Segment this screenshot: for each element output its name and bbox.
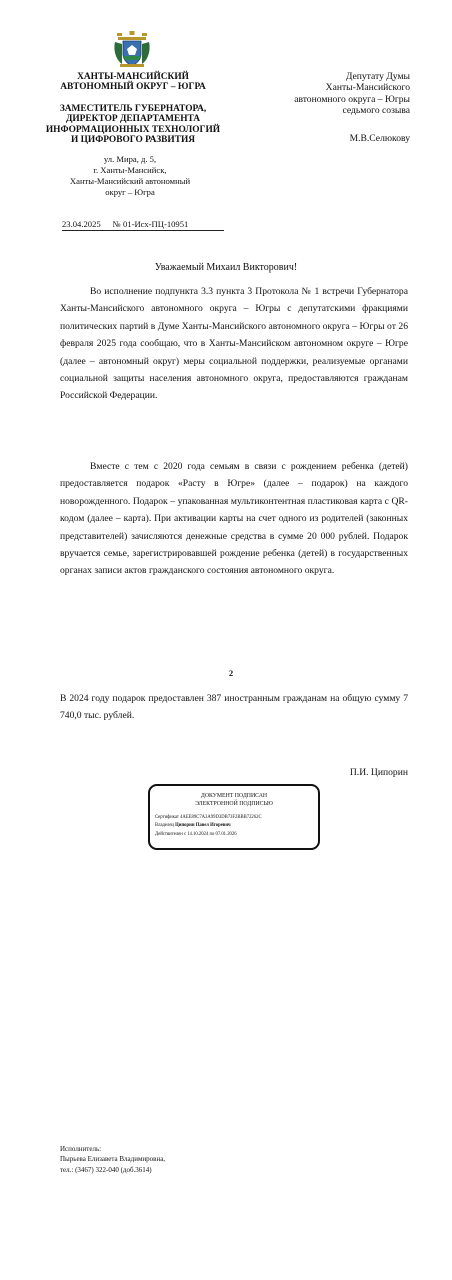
address-line1: ул. Мира, д. 5, xyxy=(103,154,157,164)
salutation: Уважаемый Михаил Викторович! xyxy=(154,262,298,273)
paragraph-3: В 2024 году подарок предоставлен 387 иностранным гражданам на общую сумму 7 740,0 тыс. рублей. xyxy=(60,693,408,722)
letter-body-page1-continued xyxy=(60,458,408,580)
stamp-title-line2: ЭЛЕКТРОННОЙ ПОДПИСЬЮ xyxy=(195,801,273,807)
registration-number: № 01-Исх-ПЦ-10951 xyxy=(112,219,189,229)
paragraph-1: Во исполнение подпункта 3.3 пункта 3 Протокола № 1 встречи Губернатора Ханты-Мансийского автономного округа – Югры с депутатскими фракциями политических партий в Думе Ханты-Мансийского автономного округа – Югры от 26 февраля 2025 года сообщаю, что в Ханты-Мансийском автономном округе – Югре (далее – автономный округ) меры социальной поддержки, реализуемые органами социальной защиты населения автономного округа, предоставляются гражданам Российской Федерации. xyxy=(60,286,408,402)
stamp-title-line1: ДОКУМЕНТ ПОДПИСАН xyxy=(200,793,268,799)
registration-date: 23.04.2025 xyxy=(62,219,101,229)
sender-organization xyxy=(40,72,226,93)
signatory-name: П.И. Ципорин xyxy=(349,767,408,778)
position-line3: ИНФОРМАЦИОННЫХ ТЕХНОЛОГИЙ xyxy=(45,124,221,135)
recipient-line2: Ханты-Мансийского xyxy=(325,82,410,94)
stamp-title xyxy=(150,792,318,808)
address-line2: г. Ханты-Мансийск, xyxy=(93,165,167,175)
paragraph-2: Вместе с тем с 2020 года семьям в связи с рождением ребенка (детей) предоставляется подарок «Расту в Югре» (далее – подарок) на каждого новорожденного. Подарок – упакованная мультиконтентная пластиковая карта с QR-кодом (далее – карта). При активации карты на счет одного из родителей (законных представителей) зачисляются денежные средства в сумме 20 000 рублей. Подарок вручается семье, зарегистрировавшей рождение ребенка (детей) в государственных органах записи актов гражданского состояния автономного округа. xyxy=(60,461,408,577)
recipient-line3: автономного округа – Югры xyxy=(294,93,410,105)
coat-of-arms-emblem xyxy=(113,30,151,68)
org-name-line1: ХАНТЫ-МАНСИЙСКИЙ xyxy=(77,72,189,82)
position-line2: ДИРЕКТОР ДЕПАРТАМЕНТА xyxy=(65,114,201,125)
owner-label: Владелец xyxy=(155,823,174,829)
certificate-value: 4AEE89C7A3A99D3DB73F2BBB72262C xyxy=(180,815,262,820)
registration-line xyxy=(62,219,224,231)
stamp-owner-row xyxy=(155,822,262,830)
letter-body-page2 xyxy=(60,690,408,725)
position-line4: И ЦИФРОВОГО РАЗВИТИЯ xyxy=(70,135,196,146)
certificate-label: Сертификат xyxy=(155,815,179,820)
recipient-block xyxy=(260,71,410,117)
sender-position xyxy=(40,104,226,146)
validity-value: с 14.10.2024 по 07.01.2026 xyxy=(183,831,237,837)
address-line4: округ – Югра xyxy=(105,187,155,197)
letter-body-page1 xyxy=(60,283,408,405)
page-number: 2 xyxy=(228,668,234,678)
position-line1: ЗАМЕСТИТЕЛЬ ГУБЕРНАТОРА, xyxy=(59,104,207,114)
executor-name: Пырьева Елизавета Владимировна, xyxy=(60,1155,166,1164)
stamp-details xyxy=(155,814,262,839)
recipient-name: М.В.Селюкову xyxy=(349,133,410,144)
address-line3: Ханты-Мансийский автономный xyxy=(69,176,191,186)
owner-value: Ципорин Павел Игоревич xyxy=(175,823,231,829)
stamp-certificate-row xyxy=(155,814,262,822)
sender-address xyxy=(50,154,210,198)
recipient-line4: седьмого созыва xyxy=(342,105,410,117)
org-name-line2: АВТОНОМНЫЙ ОКРУГ – ЮГРА xyxy=(60,82,206,93)
recipient-line1: Депутату Думы xyxy=(345,71,410,82)
stamp-validity-row xyxy=(155,831,262,839)
executor-block xyxy=(60,1144,165,1175)
electronic-signature-stamp xyxy=(148,784,320,850)
executor-label: Исполнитель: xyxy=(60,1145,102,1153)
executor-phone: тел.: (3467) 322-040 (доб.3614) xyxy=(60,1165,152,1174)
validity-label: Действителен xyxy=(155,831,183,837)
